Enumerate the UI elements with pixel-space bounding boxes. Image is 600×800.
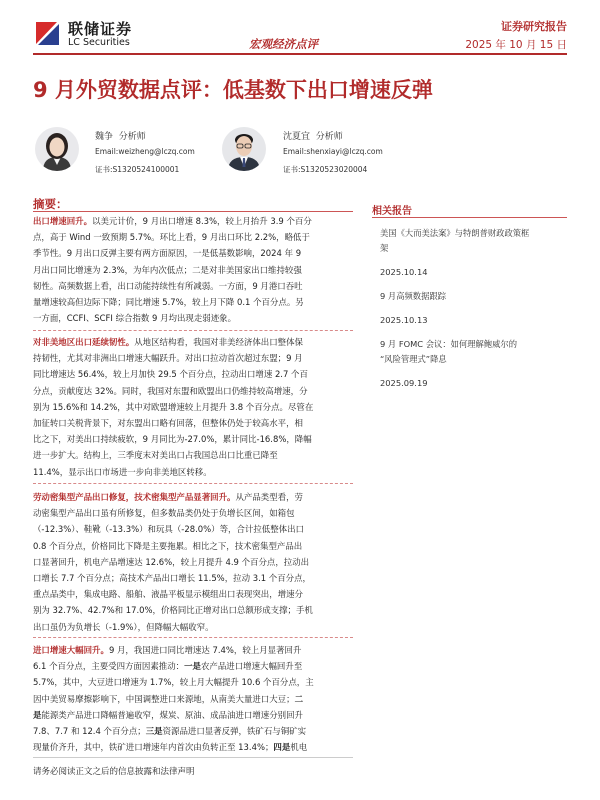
text-line: [33, 350, 353, 366]
text-segment: 三是: [145, 725, 163, 736]
text-line: [33, 691, 353, 707]
text-segment: 比之下，对美出口持续疲软，9 月同比为-27.0%，累计同比-16.8%，降幅: [33, 434, 312, 445]
report-type: 证券研究报告: [501, 20, 567, 33]
text-line: [33, 294, 353, 310]
analyst-1-email[interactable]: Email:weizheng@lczq.com: [95, 147, 195, 156]
text-segment: 持韧性，尤其对非洲出口增速大幅跃升。对出口拉动首次超过东盟；9 月: [33, 353, 303, 364]
text-segment: 别为 15.6%和 14.2%，其中对欧盟增速较上月提升 3.8 个百分点。尽管在: [33, 401, 314, 412]
report-date: 2025 年 10 月 15 日: [465, 39, 567, 51]
text-segment: 9 月，我国进口同比增速达 7.4%，较上月显著回升: [108, 645, 302, 655]
related-reports-heading: 相关报告: [372, 206, 412, 217]
analyst-1-avatar: [35, 127, 79, 171]
text-line: [33, 415, 353, 431]
text-line: [33, 505, 353, 521]
footer-disclaimer: 请务必阅读正文之后的信息披露和法律声明: [33, 767, 195, 777]
text-segment: 季节性。9 月出口反弹主要有两方面原因，一是低基数影响，2024 年 9: [33, 248, 302, 259]
summary-paragraph-3: [33, 489, 353, 635]
text-line: [33, 586, 353, 602]
text-line: [33, 431, 353, 447]
text-segment: 加征转口关税背景下，对东盟出口略有回落，但整体仍处于较高水平，相: [33, 417, 303, 428]
highlight-text: 进口增速大幅回升。: [33, 645, 109, 655]
text-segment: 是: [33, 709, 42, 720]
highlight-text: 对非美地区出口延续韧性。: [33, 337, 135, 347]
text-segment: 动密集型产品出口虽有所修复，但多数品类仍处于负增长区间，如箱包: [33, 508, 295, 519]
related-report-title[interactable]: “风险管理式”降息: [380, 354, 447, 364]
related-report-date: 2025.09.19: [380, 378, 428, 388]
text-segment: 6.1 个百分点，主要受四方面因素推动：: [33, 661, 185, 672]
text-line: [33, 707, 353, 723]
text-line: [33, 366, 353, 382]
text-line: [33, 383, 353, 399]
analyst-1-name: 魏争: [95, 132, 114, 142]
text-segment: 一是: [184, 661, 201, 672]
text-line: [33, 723, 353, 739]
text-segment: 11.4%，显示出口市场进一步向非美地区转移。: [33, 466, 212, 477]
paragraph-divider: [33, 330, 353, 331]
text-segment: 农产品进口增速大幅回升至: [200, 661, 303, 672]
text-segment: 口显著回升，机电产品增速达 12.6%，较上月提升 4.9 个百分点，拉动出: [33, 556, 310, 567]
analyst-1-role: 分析师: [118, 132, 146, 142]
brand-name-en: LC Securities: [68, 37, 130, 48]
text-line: [33, 464, 353, 480]
related-report-title[interactable]: 美国《大而美法案》与特朗普财政政策框: [380, 228, 530, 238]
logo-icon: [33, 19, 61, 47]
text-segment: 因中美贸易摩擦影响下，中国调整进口来源地，从南美大量进口大豆；: [33, 693, 295, 704]
text-line: [33, 229, 353, 245]
text-segment: 四是: [273, 742, 291, 753]
analyst-2-name: 沈夏宜: [283, 132, 311, 142]
text-segment: 资源品进口显著反弹，铁矿石与铜矿实: [162, 725, 307, 736]
text-segment: 进一步扩大。结构上，三季度末对美出口占我国总出口比重已降至: [33, 450, 278, 461]
text-segment: 点，高于 Wind 一致预期 5.7%。环比上看，9 月出口环比 2.2%，略低于: [33, 232, 310, 243]
text-line: [33, 334, 353, 350]
text-segment: （-12.3%）、鞋靴（-13.3%）和玩具（-28.0%）等，合计拉低整体出口: [33, 524, 304, 535]
text-segment: 二: [294, 693, 303, 704]
text-segment: 现量价齐升，其中，铁矿进口增速年内首次由负转正至 13.4%；: [33, 742, 274, 753]
text-line: [33, 245, 353, 261]
analyst-2-cert: 证书:S1320523020004: [283, 165, 368, 174]
text-line: [33, 538, 353, 554]
text-segment: 5.7%，其中，大豆进口增速为 1.7%，较上月大幅提升 10.6 个百分点，主: [33, 677, 314, 688]
text-segment: 0.8 个百分点，价格同比下降是主要拖累。相比之下，技术密集型产品出: [33, 540, 303, 551]
text-line: [33, 570, 353, 586]
text-segment: 重点品类中，集成电路、船舶、液晶平板显示模组出口表现突出，增速分: [33, 589, 303, 600]
text-line: [33, 554, 353, 570]
analyst-2-email[interactable]: Email:shenxiayi@lczq.com: [283, 147, 383, 156]
text-segment: 从产品类型看，劳: [235, 492, 303, 502]
analyst-2-name-line: [283, 129, 343, 142]
footer-divider: [33, 757, 353, 758]
paragraph-divider: [33, 483, 353, 484]
header-divider: [33, 53, 567, 55]
text-line: [33, 739, 353, 755]
text-line: [33, 310, 353, 326]
text-line: [33, 619, 353, 635]
text-line: [33, 642, 353, 658]
text-line: [33, 658, 353, 674]
paragraph-divider: [33, 637, 353, 638]
text-segment: 分点，贡献度达 32%。同时，我国对东盟和欧盟出口仍维持较高增速，分: [33, 385, 308, 396]
text-line: [33, 262, 353, 278]
summary-paragraph-1: [33, 213, 353, 326]
related-report-title[interactable]: 9 月高频数据跟踪: [380, 291, 446, 301]
text-segment: 量增速较高但边际下降；同比增速 5.7%，较上月下降 0.1 个百分点。另: [33, 296, 304, 307]
text-segment: 能源类产品进口降幅普遍收窄，煤炭、原油、成品油进口增速分别回升: [41, 709, 303, 720]
text-segment: 机电: [290, 742, 308, 753]
text-line: [33, 521, 353, 537]
analyst-2-role: 分析师: [315, 132, 343, 142]
summary-divider: [33, 211, 353, 212]
related-reports-divider: [372, 217, 567, 218]
page-title: 9 月外贸数据点评：低基数下出口增速反弹: [33, 78, 433, 102]
highlight-text: 出口增速回升。: [33, 216, 93, 226]
summary-paragraph-2: [33, 334, 353, 480]
text-segment: 别为 32.7%、42.7%和 17.0%，价格同比正增对出口总额形成支撑；手机: [33, 605, 313, 616]
analyst-1-name-line: [95, 129, 146, 142]
text-segment: 同比增速达 56.4%，较上月加快 29.5 个百分点，拉动出口增速 2.7 个百: [33, 369, 308, 380]
text-line: [33, 489, 353, 505]
text-segment: 一方面，CCFI、SCFI 综合指数 9 月均出现走弱迹象。: [33, 313, 237, 324]
brand-name-cn: 联储证券: [68, 20, 133, 38]
text-segment: 以美元计价，9 月出口增速 8.3%，较上月抬升 3.9 个百分: [92, 216, 312, 226]
text-line: [33, 399, 353, 415]
text-segment: 出口虽仍为负增长（-1.9%），但降幅大幅收窄。: [33, 621, 214, 632]
text-line: [33, 447, 353, 463]
related-report-date: 2025.10.13: [380, 315, 428, 325]
text-line: [33, 213, 353, 229]
text-line: [33, 602, 353, 618]
analyst-1-cert: 证书:S1320524100001: [95, 165, 180, 174]
related-report-title[interactable]: 9 月 FOMC 会议：如何理解鲍威尔的: [380, 339, 518, 349]
text-segment: 从地区结构看，我国对非美经济体出口整体保: [134, 337, 303, 347]
text-segment: 7.8、7.7 和 12.4 个百分点；: [33, 725, 146, 736]
related-report-date: 2025.10.14: [380, 267, 428, 277]
text-segment: 韧性。高频数据上看，出口动能持续性有所减弱。一方面，9 月港口吞吐: [33, 280, 303, 291]
text-line: [33, 674, 353, 690]
summary-paragraph-4: [33, 642, 353, 755]
column-name: 宏观经济点评: [249, 37, 318, 51]
text-segment: 口增长 7.7 个百分点；高技术产品出口增长 11.5%，拉动 3.1 个百分点，: [33, 572, 311, 583]
text-line: [33, 278, 353, 294]
text-segment: 月出口同比增速为 2.3%，为年内次低点；二是对非美国家出口维持较强: [33, 264, 302, 275]
analyst-2-avatar: [222, 127, 266, 171]
summary-heading: 摘要：: [33, 197, 68, 211]
related-report-title[interactable]: 架: [380, 243, 389, 253]
highlight-text: 劳动密集型产品出口修复，技术密集型产品显著回升。: [33, 492, 236, 502]
